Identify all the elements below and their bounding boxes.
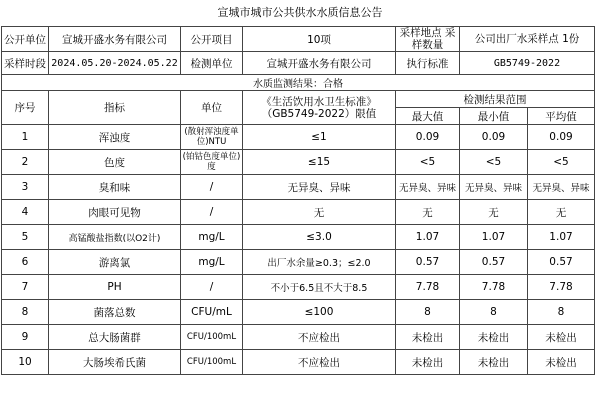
- table-row: [2, 150, 595, 175]
- min-cell: 8: [460, 300, 528, 325]
- max-cell: 8: [396, 300, 460, 325]
- limit-cell: 出厂水余量≥0.3；≤2.0: [243, 250, 396, 275]
- max-cell: 0.09: [396, 125, 460, 150]
- indicator-cell: 色度: [49, 150, 181, 175]
- header-seq: 序号: [2, 91, 49, 125]
- limit-cell: 不应检出: [243, 350, 396, 375]
- info-label: 公开单位: [2, 27, 49, 52]
- unit-cell: CFU/mL: [181, 300, 243, 325]
- max-cell: 未检出: [396, 350, 460, 375]
- info-value: GB5749-2022: [460, 52, 595, 75]
- max-cell: <5: [396, 150, 460, 175]
- row-number: 6: [2, 250, 49, 275]
- result-line: 水质监测结果：合格: [2, 75, 595, 91]
- header-max: 最大值: [396, 108, 460, 125]
- row-number: 2: [2, 150, 49, 175]
- avg-cell: 无: [528, 200, 595, 225]
- min-cell: 7.78: [460, 275, 528, 300]
- info-label: 检测单位: [181, 52, 243, 75]
- limit-cell: 无异臭、异味: [243, 175, 396, 200]
- indicator-cell: PH: [49, 275, 181, 300]
- row-number: 8: [2, 300, 49, 325]
- row-number: 10: [2, 350, 49, 375]
- info-value: 2024.05.20-2024.05.22: [49, 52, 181, 75]
- info-label: 执行标准: [396, 52, 460, 75]
- max-cell: 7.78: [396, 275, 460, 300]
- avg-cell: 未检出: [528, 325, 595, 350]
- limit-cell: ≤3.0: [243, 225, 396, 250]
- unit-cell: mg/L: [181, 250, 243, 275]
- unit-cell: (铂钴色度单位)度: [181, 150, 243, 175]
- min-cell: 0.09: [460, 125, 528, 150]
- avg-cell: 8: [528, 300, 595, 325]
- table-row: [2, 200, 595, 225]
- page-title: 宣城市城市公共供水水质信息公告: [217, 6, 383, 19]
- max-cell: 无: [396, 200, 460, 225]
- table-row: [2, 225, 595, 250]
- indicator-cell: 菌落总数: [49, 300, 181, 325]
- header-avg: 平均值: [528, 108, 595, 125]
- unit-cell: CFU/100mL: [181, 350, 243, 375]
- info-label: 公开项目: [181, 27, 243, 52]
- info-value: 宣城开盛水务有限公司: [243, 52, 396, 75]
- row-number: 4: [2, 200, 49, 225]
- table-row: [2, 325, 595, 350]
- info-row-2: [2, 52, 595, 75]
- min-cell: 0.57: [460, 250, 528, 275]
- min-cell: 未检出: [460, 325, 528, 350]
- min-cell: <5: [460, 150, 528, 175]
- avg-cell: 无异臭、异味: [528, 175, 595, 200]
- row-number: 3: [2, 175, 49, 200]
- info-value: 10项: [243, 27, 396, 52]
- info-label: 采样时段: [2, 52, 49, 75]
- data-body: [2, 125, 595, 375]
- min-cell: 无: [460, 200, 528, 225]
- indicator-cell: 总大肠菌群: [49, 325, 181, 350]
- indicator-cell: 高锰酸盐指数(以O2计): [49, 225, 181, 250]
- limit-cell: ≤100: [243, 300, 396, 325]
- limit-cell: ≤1: [243, 125, 396, 150]
- limit-cell: ≤15: [243, 150, 396, 175]
- avg-cell: 0.57: [528, 250, 595, 275]
- unit-cell: CFU/100mL: [181, 325, 243, 350]
- table-row: [2, 275, 595, 300]
- result-row: [2, 75, 595, 91]
- min-cell: 1.07: [460, 225, 528, 250]
- header-min: 最小值: [460, 108, 528, 125]
- table-row: [2, 125, 595, 150]
- unit-cell: /: [181, 275, 243, 300]
- header-indicator: 指标: [49, 91, 181, 125]
- row-number: 9: [2, 325, 49, 350]
- table-row: [2, 175, 595, 200]
- unit-cell: mg/L: [181, 225, 243, 250]
- header-range: 检测结果范围: [396, 91, 595, 108]
- avg-cell: 0.09: [528, 125, 595, 150]
- avg-cell: 1.07: [528, 225, 595, 250]
- max-cell: 未检出: [396, 325, 460, 350]
- indicator-cell: 肉眼可见物: [49, 200, 181, 225]
- row-number: 5: [2, 225, 49, 250]
- header-unit: 单位: [181, 91, 243, 125]
- indicator-cell: 浑浊度: [49, 125, 181, 150]
- unit-cell: /: [181, 175, 243, 200]
- indicator-cell: 大肠埃希氏菌: [49, 350, 181, 375]
- unit-cell: (散射浑浊度单位)NTU: [181, 125, 243, 150]
- limit-cell: 不应检出: [243, 325, 396, 350]
- limit-cell: 无: [243, 200, 396, 225]
- info-value: 宣城开盛水务有限公司: [49, 27, 181, 52]
- table-row: [2, 300, 595, 325]
- min-cell: 无异臭、异味: [460, 175, 528, 200]
- table-row: [2, 250, 595, 275]
- header-standard: 《生活饮用水卫生标准》（GB5749-2022）限值: [243, 91, 396, 125]
- max-cell: 0.57: [396, 250, 460, 275]
- row-number: 1: [2, 125, 49, 150]
- max-cell: 无异臭、异味: [396, 175, 460, 200]
- notice-table: [1, 26, 595, 375]
- header-row-1: [2, 91, 595, 108]
- info-row-1: [2, 27, 595, 52]
- info-label: 采样地点 采样数量: [396, 27, 460, 52]
- avg-cell: 未检出: [528, 350, 595, 375]
- indicator-cell: 游离氯: [49, 250, 181, 275]
- avg-cell: <5: [528, 150, 595, 175]
- row-number: 7: [2, 275, 49, 300]
- info-value: 公司出厂水采样点 1份: [460, 27, 595, 52]
- table-row: [2, 350, 595, 375]
- avg-cell: 7.78: [528, 275, 595, 300]
- max-cell: 1.07: [396, 225, 460, 250]
- indicator-cell: 臭和味: [49, 175, 181, 200]
- unit-cell: /: [181, 200, 243, 225]
- min-cell: 未检出: [460, 350, 528, 375]
- limit-cell: 不小于6.5且不大于8.5: [243, 275, 396, 300]
